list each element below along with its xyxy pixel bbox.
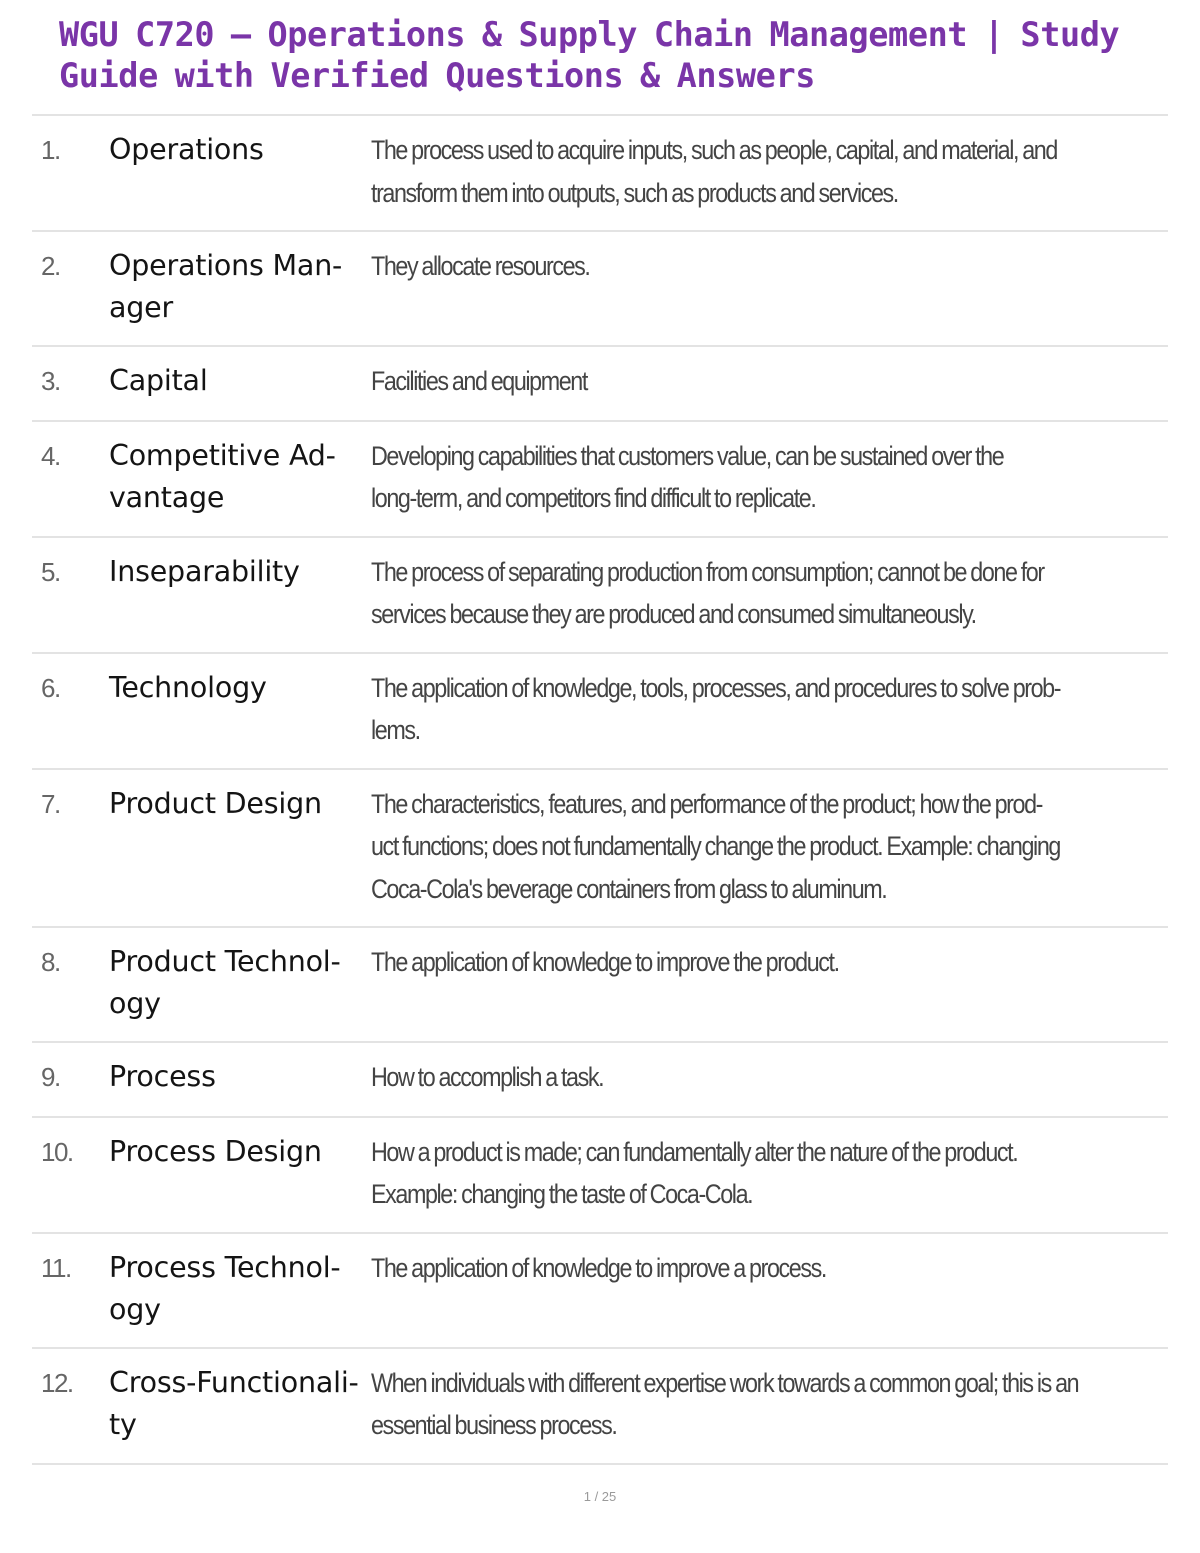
term-number: 4.	[41, 440, 60, 471]
term-row	[32, 654, 1168, 770]
term-row	[32, 1349, 1168, 1465]
term-definition-line: The characteristics, features, and performance of the product; how the prod-	[371, 788, 1043, 819]
term-definition-line: services because they are produced and consumed simultaneously.	[371, 599, 976, 629]
term-definition-line: Facilities and equipment	[371, 366, 587, 396]
term-definition	[371, 667, 1072, 752]
term-number: 5.	[41, 556, 60, 587]
term-name-line: Operations Man-	[109, 249, 343, 282]
page-number: 1 / 25	[583, 1489, 617, 1504]
term-name-line: vantage	[109, 480, 225, 514]
term-row	[32, 422, 1168, 538]
term-name	[109, 1362, 371, 1446]
term-name	[109, 783, 371, 825]
term-definition	[371, 360, 1072, 403]
term-name-line: Operations	[109, 133, 264, 166]
term-name	[109, 1131, 371, 1173]
term-number: 2.	[41, 251, 60, 281]
term-name	[109, 1247, 371, 1331]
term-name-line: Process Technol-	[109, 1250, 341, 1284]
term-name	[109, 129, 371, 171]
term-definition	[371, 1362, 1078, 1447]
term-row	[32, 1118, 1168, 1234]
term-name	[109, 360, 371, 402]
term-definition-line: Developing capabilities that customers value, can be sustained over the	[371, 440, 1004, 471]
term-definition	[371, 1131, 1072, 1216]
term-row	[32, 1043, 1168, 1118]
term-definition-line: The application of knowledge, tools, processes, and procedures to solve prob-	[371, 672, 1061, 703]
term-number: 6.	[41, 672, 60, 703]
term-name-line: Competitive Ad-	[109, 438, 336, 472]
term-definition-line: The process of separating production from consumption; cannot be done for	[371, 556, 1044, 587]
term-definition	[371, 435, 1072, 520]
term-row	[32, 232, 1168, 347]
term-name	[109, 435, 371, 519]
term-name	[109, 667, 371, 709]
term-definition	[371, 129, 1072, 214]
term-number: 3.	[41, 366, 60, 396]
term-list	[32, 116, 1168, 1465]
term-definition-line: The process used to acquire inputs, such as people, capital, and material, and	[371, 135, 1057, 165]
term-definition-line: lems.	[371, 715, 420, 745]
term-name-line: ogy	[109, 1292, 161, 1326]
term-number: 11.	[41, 1252, 71, 1283]
term-number: 9.	[41, 1062, 60, 1092]
term-definition-line: uct functions; does not fundamentally change the product. Example: changing	[371, 831, 1060, 861]
term-name-line: Technology	[109, 670, 267, 704]
term-definition-line: The application of knowledge to improve the product.	[371, 947, 839, 977]
term-definition-line: long-term, and competitors find difficult to replicate.	[371, 483, 816, 513]
term-number: 7.	[41, 788, 60, 819]
term-name-line: Process	[109, 1060, 216, 1093]
term-number: 10.	[41, 1136, 73, 1167]
term-definition	[371, 551, 1072, 636]
term-definition	[371, 1247, 1072, 1290]
term-row	[32, 1234, 1168, 1349]
term-name	[109, 1056, 371, 1098]
term-definition-line: How a product is made; can fundamentally alter the nature of the product.	[371, 1136, 1018, 1167]
term-name	[109, 551, 371, 593]
term-row	[32, 770, 1168, 929]
term-name-line: ty	[109, 1407, 137, 1441]
term-definition-line: How to accomplish a task.	[371, 1062, 604, 1092]
term-number: 8.	[41, 947, 60, 977]
term-row	[32, 928, 1168, 1043]
term-row	[32, 347, 1168, 422]
term-name	[109, 941, 371, 1025]
term-definition-line: Coca-Cola's beverage containers from glass to aluminum.	[371, 873, 887, 904]
term-definition-line: essential business process.	[371, 1410, 617, 1440]
term-name-line: Capital	[109, 364, 208, 397]
term-definition	[371, 783, 1072, 911]
term-name-line: ogy	[109, 987, 161, 1020]
term-name-line: Cross-Functionali-	[109, 1365, 359, 1399]
term-definition-line: Example: changing the taste of Coca-Cola.	[371, 1179, 753, 1209]
term-name-line: Product Technol-	[109, 945, 341, 978]
term-definition-line: transform them into outputs, such as products and services.	[371, 177, 898, 208]
term-number: 1.	[41, 135, 60, 165]
term-name-line: ager	[109, 291, 174, 324]
term-number: 12.	[41, 1367, 73, 1398]
term-definition	[371, 245, 1072, 288]
term-name-line: Inseparability	[109, 554, 300, 588]
term-definition-line: They allocate resources.	[371, 251, 590, 281]
term-definition	[371, 941, 1072, 984]
term-row	[32, 116, 1168, 232]
term-definition	[371, 1056, 1072, 1099]
term-row	[32, 538, 1168, 654]
term-definition-line: When individuals with different expertise work towards a common goal; this is an	[371, 1367, 1079, 1398]
term-name-line: Process Design	[109, 1134, 322, 1168]
term-name	[109, 245, 371, 329]
term-name-line: Product Design	[109, 786, 322, 820]
page-title: WGU C720 – Operations & Supply Chain Management | Study Guide with Verified Questions & Answers	[59, 15, 1120, 95]
term-definition-line: The application of knowledge to improve a process.	[371, 1252, 826, 1283]
